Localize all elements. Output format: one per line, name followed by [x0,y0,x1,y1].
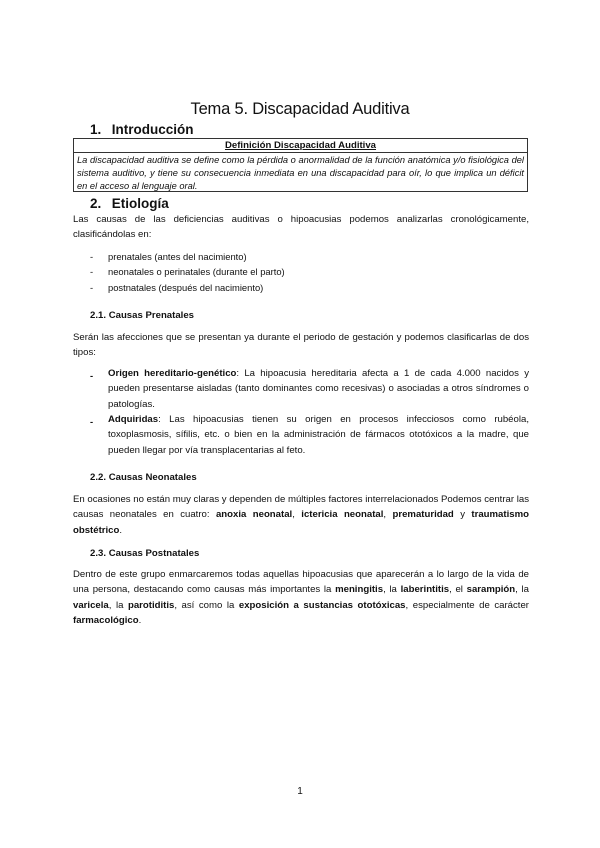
page-number: 1 [297,786,303,797]
bullet-dash: - [90,251,94,262]
bold-term: sarampión [466,584,516,596]
paragraph-text: , [383,509,393,521]
subsection-heading-neonatales [90,472,197,483]
bold-term: traumatismo obstétrico [73,509,529,536]
definition-text: La discapacidad auditiva se define como la pérdida o anormalidad de la función anatómica y/o fisiológica del sistema auditivo, y tiene su consecuencia inmediata en una discapacidad para oír, lo que implica un déficit en el acceso al lenguaje oral. [77,155,524,191]
bold-term: prematuridad [392,509,454,521]
paragraph-text: , el [449,584,467,596]
subsection-number: 2.3. [90,548,107,559]
prenatal-item-text: : Las hipoacusias tienen su origen en procesos infecciosos como rubéola, toxoplasmosis, sífilis, etc. o bien en la administración de fármacos ototóxicos a la madre, que pueden llegar por vía transplacentarias al feto. [108,414,529,456]
prenatal-item-adquiridas [108,412,529,458]
bold-term: ictericia neonatal [301,509,384,521]
page-title: Tema 5. Discapacidad Auditiva [190,100,410,118]
paragraph-text: En ocasiones no están muy claras y dependen de múltiples factores interrelacionados Podemos centrar las causas neonatales en cuatro: [73,494,529,521]
subsection-label: Causas Neonatales [108,472,197,483]
subsection-number: 2.2. [90,472,107,483]
paragraph-text: , así como la [174,599,239,611]
prenatal-item-hereditario [108,366,529,412]
paragraph-text: . [119,524,123,536]
bullet-dash: - [90,416,94,427]
paragraph-text: , la [515,584,529,596]
section-heading-introduccion [90,122,194,137]
neonatales-paragraph [73,492,529,538]
bullet-item: neonatales o perinatales (durante el parto) [108,266,285,277]
section-heading-etiologia [90,196,169,211]
subsection-number: 2.1. [90,310,107,321]
paragraph-text: , [292,509,302,521]
paragraph-text: , la [383,584,401,596]
bold-term: laberintitis [400,584,450,596]
definition-box [73,138,528,192]
bullet-dash: - [90,266,94,277]
prenatales-intro: Serán las afecciones que se presentan ya durante el periodo de gestación y podemos clasificarlas de dos tipos: [73,332,529,359]
subsection-label: Causas Prenatales [108,310,195,321]
postnatales-paragraph [73,567,529,628]
bullet-item: postnatales (después del nacimiento) [108,282,264,293]
subsection-label: Causas Postnatales [108,548,200,559]
section-label: Introducción [111,122,194,137]
section-label: Etiología [111,196,169,211]
paragraph-text: . [138,614,142,626]
prenatal-item-term: Origen hereditario-genético [108,368,237,379]
bold-term: anoxia neonatal [215,509,293,521]
paragraph-text: , la [108,599,128,611]
subsection-heading-prenatales [90,310,194,321]
subsection-heading-postnatales [90,548,199,559]
paragraph-text: Dentro de este grupo enmarcaremos todas aquellas hipoacusias que aparecerán a lo largo de la vida de una persona, destacando como causas más importantes la [73,569,529,596]
bold-term: meningitis [335,584,384,596]
etiologia-intro: Las causas de las deficiencias auditivas o hipoacusias podemos analizarlas cronológicamente, clasificándolas en: [73,214,529,241]
definition-header: Definición Discapacidad Auditiva [74,139,527,153]
bold-term: parotiditis [127,599,175,611]
paragraph-text: y [453,509,472,521]
bullet-dash: - [90,370,94,381]
bullet-dash: - [90,282,94,293]
prenatal-item-text: : La hipoacusia hereditaria afecta a 1 de cada 4.000 nacidos y pueden presentarse aisladas (tanto dominantes como recesivas) o asociadas a otros síndromes o patologías. [108,368,529,410]
section-number: 1. [90,122,102,137]
paragraph-text: , especialmente de carácter [405,599,529,611]
prenatal-item-term: Adquiridas [108,414,159,425]
section-number: 2. [90,196,102,211]
bold-term: varicela [73,599,109,611]
bold-term: exposición a sustancias ototóxicas [238,599,406,611]
bold-term: farmacológico [73,614,139,626]
bullet-item: prenatales (antes del nacimiento) [108,251,247,262]
